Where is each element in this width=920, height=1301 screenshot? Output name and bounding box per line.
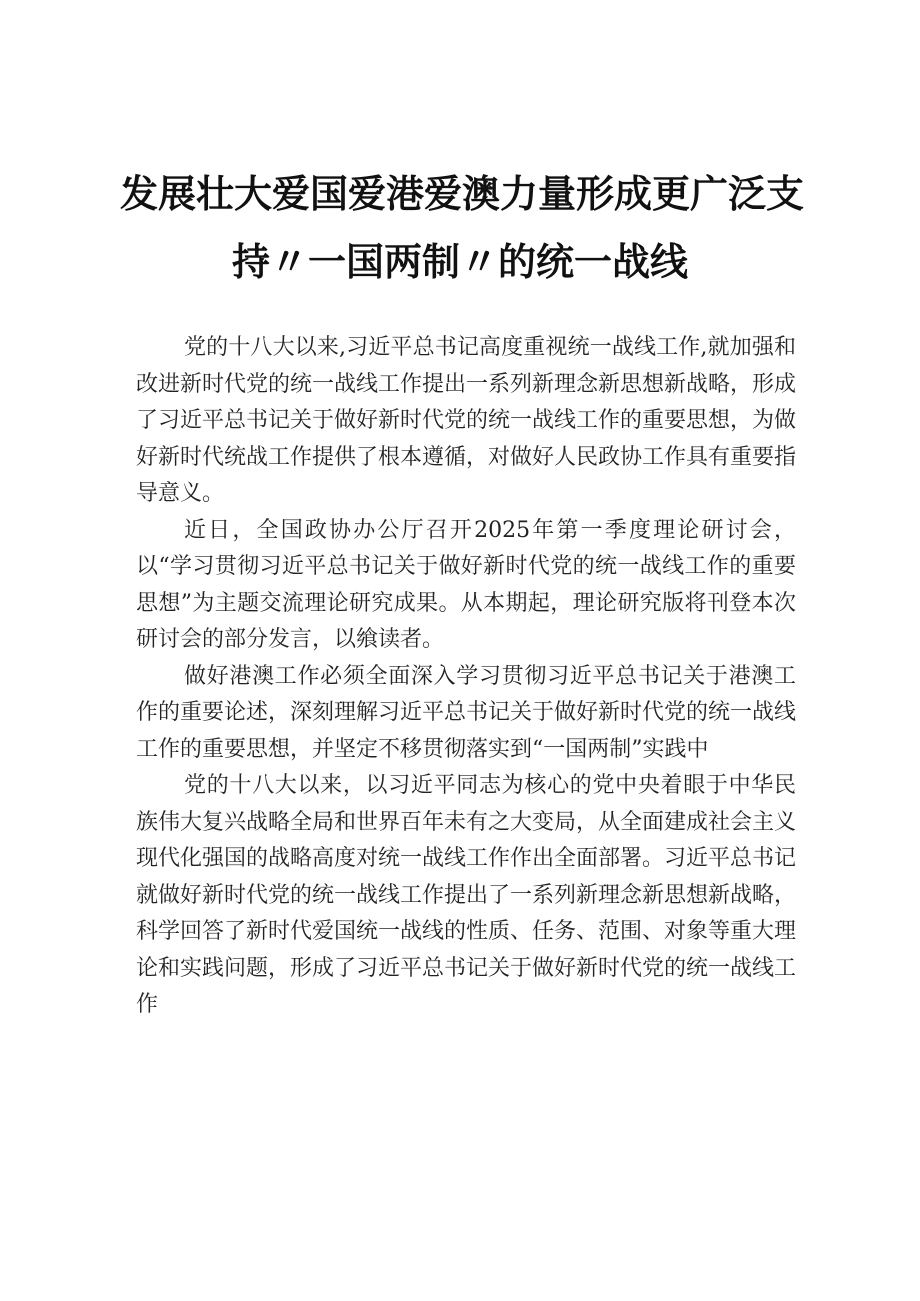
document-body xyxy=(136,330,796,1024)
paragraph-2: 近日，全国政协办公厅召开2025年第一季度理论研讨会，以“学习贯彻习近平总书记关于做好新时代党的统一战线工作的重要思想”为主题交流理论研究成果。从本期起，理论研究版将刊登本次研讨会的部分发言，以飨读者。 xyxy=(136,517,796,652)
paragraph-4: 党的十八大以来，以习近平同志为核心的党中央着眼于中华民族伟大复兴战略全局和世界百年未有之大变局，从全面建成社会主义现代化强国的战略高度对统一战线工作作出全面部署。习近平总书记就做好新时代党的统一战线工作提出了一系列新理念新思想新战略，科学回答了新时代爱国统一战线的性质、任务、范围、对象等重大理论和实践问题，形成了习近平总书记关于做好新时代党的统一战线工作 xyxy=(136,773,797,1017)
paragraph-1: 党的十八大以来,习近平总书记高度重视统一战线工作,就加强和改进新时代党的统一战线工作提出一系列新理念新思想新战略，形成了习近平总书记关于做好新时代党的统一战线工作的重要思想，为做好新时代统战工作提供了根本遵循，对做好人民政协工作具有重要指导意义。 xyxy=(136,335,797,506)
title-line-1: 发展壮大爱国爱港爱澳力量形成更广泛支 xyxy=(120,172,805,216)
document-title xyxy=(120,160,805,296)
title-line-2: 持〃一国两制〃的统一战线 xyxy=(231,240,688,284)
paragraph-3: 做好港澳工作必须全面深入学习贯彻习近平总书记关于港澳工作的重要论述，深刻理解习近平总书记关于做好新时代党的统一战线工作的重要思想，并坚定不移贯彻落实到“一国两制”实践中 xyxy=(136,663,797,762)
